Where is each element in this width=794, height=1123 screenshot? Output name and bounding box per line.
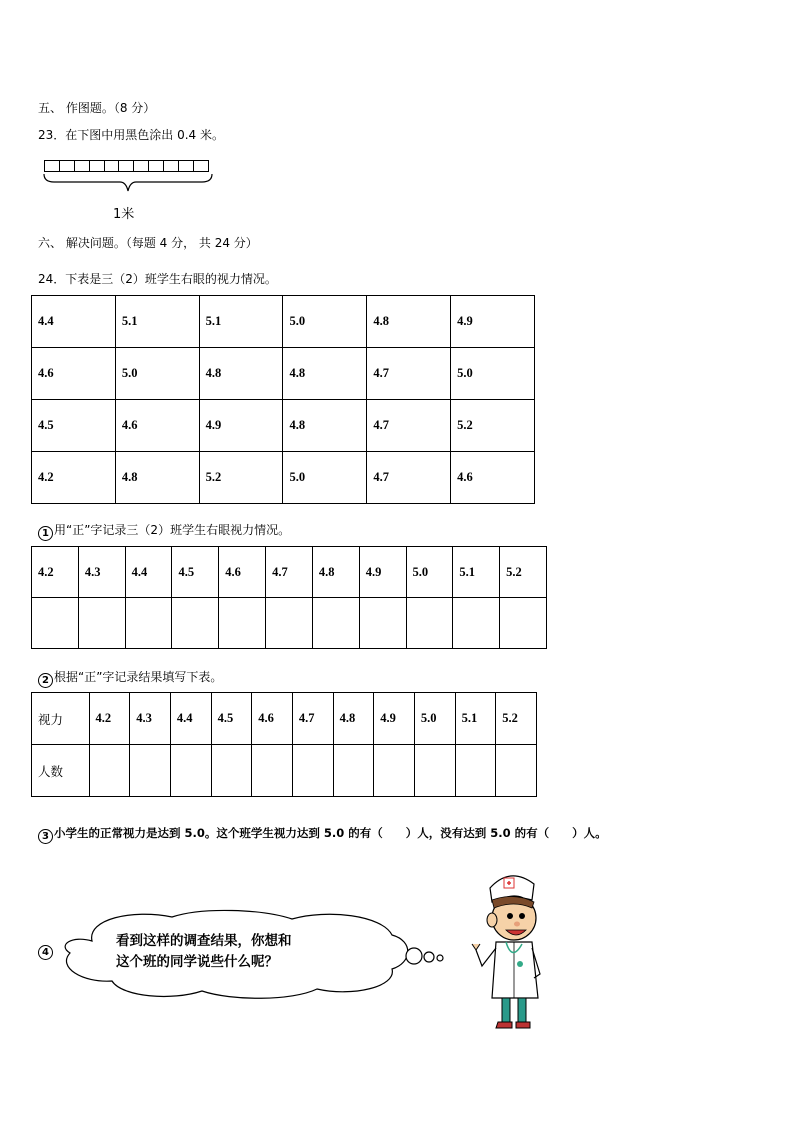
ruler-segment[interactable] [74,160,90,172]
tally-table [31,546,547,649]
table-cell: 4.8 [367,296,451,348]
table-cell: 4.8 [115,452,199,504]
section6-title: 六、 解决问题。（每题 4 分， 共 24 分） [38,236,258,250]
header-cell: 4.4 [170,693,211,745]
count-cell[interactable] [170,745,211,797]
count-cell[interactable] [455,745,496,797]
table-cell: 4.9 [451,296,535,348]
ruler-label: 1米 [113,207,135,222]
tally-cell[interactable] [453,598,500,649]
table-cell: 5.0 [283,452,367,504]
table-cell: 4.8 [199,348,283,400]
header-cell: 4.6 [252,693,293,745]
count-table [31,692,537,797]
ruler-segment[interactable] [163,160,179,172]
q24-text: 24．下表是三（2）班学生右眼的视力情况。 [38,272,277,286]
header-cell: 4.2 [32,547,79,598]
circled-number-4: 4 [38,945,53,960]
tally-cell[interactable] [500,598,547,649]
tally-cell[interactable] [406,598,453,649]
table-cell: 4.4 [32,296,116,348]
header-cell: 4.9 [359,547,406,598]
header-cell: 5.0 [406,547,453,598]
part2-text: 2 根据“正”字记录结果填写下表。 [38,668,222,688]
ruler-segment[interactable] [44,160,60,172]
tally-cell[interactable] [32,598,79,649]
table-cell: 5.2 [451,400,535,452]
ruler-segment[interactable] [59,160,75,172]
table-header-row [32,547,547,598]
table-cell: 4.2 [32,452,116,504]
table-row [32,348,535,400]
header-cell: 4.5 [172,547,219,598]
header-cell: 4.7 [292,693,333,745]
brace-icon [42,172,217,194]
count-cell[interactable] [333,745,374,797]
count-cell[interactable] [211,745,252,797]
bubble-text: 看到这样的调查结果，你想和 这个班的同学说些什么呢？ [116,933,292,970]
count-cell[interactable] [130,745,171,797]
ruler-segment[interactable] [193,160,209,172]
count-row [32,745,537,797]
header-cell: 4.5 [211,693,252,745]
header-cell: 4.4 [125,547,172,598]
part1-text: 1 用“正”字记录三（2）班学生右眼视力情况。 [38,521,290,541]
ruler-segment[interactable] [118,160,134,172]
ruler-segment[interactable] [104,160,120,172]
table-cell: 4.6 [32,348,116,400]
header-cell: 4.6 [219,547,266,598]
table-cell: 4.7 [367,400,451,452]
count-cell[interactable] [292,745,333,797]
row-label-vision: 视力 [32,693,90,745]
tally-cell[interactable] [359,598,406,649]
table-cell: 4.6 [451,452,535,504]
tally-cell[interactable] [78,598,125,649]
row-label-count: 人数 [32,745,90,797]
table-cell: 5.1 [199,296,283,348]
table-cell: 4.5 [32,400,116,452]
ruler-segment[interactable] [148,160,164,172]
header-cell: 5.2 [500,547,547,598]
ruler-segment[interactable] [178,160,194,172]
table-cell: 4.7 [367,452,451,504]
tally-cell[interactable] [125,598,172,649]
table-cell: 4.8 [283,400,367,452]
table-cell: 5.0 [451,348,535,400]
q23-text: 23．在下图中用黑色涂出 0.4 米。 [38,128,224,142]
part3-text: 3 小学生的正常视力是达到 5.0。这个班学生视力达到 5.0 的有（ ）人，没有达到 5.0 的有（ ）人。 [38,825,607,844]
tally-row [32,598,547,649]
header-cell: 4.3 [130,693,171,745]
circled-number-2: 2 [38,673,53,688]
header-cell: 5.1 [455,693,496,745]
tally-cell[interactable] [172,598,219,649]
vision-table [31,295,535,504]
header-cell: 5.1 [453,547,500,598]
header-cell: 4.3 [78,547,125,598]
table-cell: 4.7 [367,348,451,400]
table-cell: 5.0 [283,296,367,348]
tally-cell[interactable] [312,598,359,649]
table-cell: 4.9 [199,400,283,452]
count-cell[interactable] [496,745,537,797]
header-cell: 4.8 [312,547,359,598]
table-cell: 4.6 [115,400,199,452]
header-cell: 5.0 [414,693,455,745]
table-cell: 5.2 [199,452,283,504]
table-row [32,400,535,452]
count-cell[interactable] [414,745,455,797]
circled-number-1: 1 [38,526,53,541]
header-cell: 4.2 [89,693,130,745]
count-cell[interactable] [374,745,415,797]
section5-title: 五、 作图题。（8 分） [38,101,156,115]
table-cell: 5.1 [115,296,199,348]
table-header-row [32,693,537,745]
header-cell: 4.7 [266,547,313,598]
header-cell: 5.2 [496,693,537,745]
header-cell: 4.9 [374,693,415,745]
tally-cell[interactable] [219,598,266,649]
table-row [32,296,535,348]
ruler-segment[interactable] [133,160,149,172]
tally-cell[interactable] [266,598,313,649]
table-cell: 5.0 [115,348,199,400]
count-cell[interactable] [252,745,293,797]
header-cell: 4.8 [333,693,374,745]
circled-number-3: 3 [38,829,53,844]
count-cell[interactable] [89,745,130,797]
ruler-segment[interactable] [89,160,105,172]
meter-ruler[interactable] [44,160,209,172]
table-row [32,452,535,504]
doctor-cartoon-icon [462,866,552,1036]
table-cell: 4.8 [283,348,367,400]
